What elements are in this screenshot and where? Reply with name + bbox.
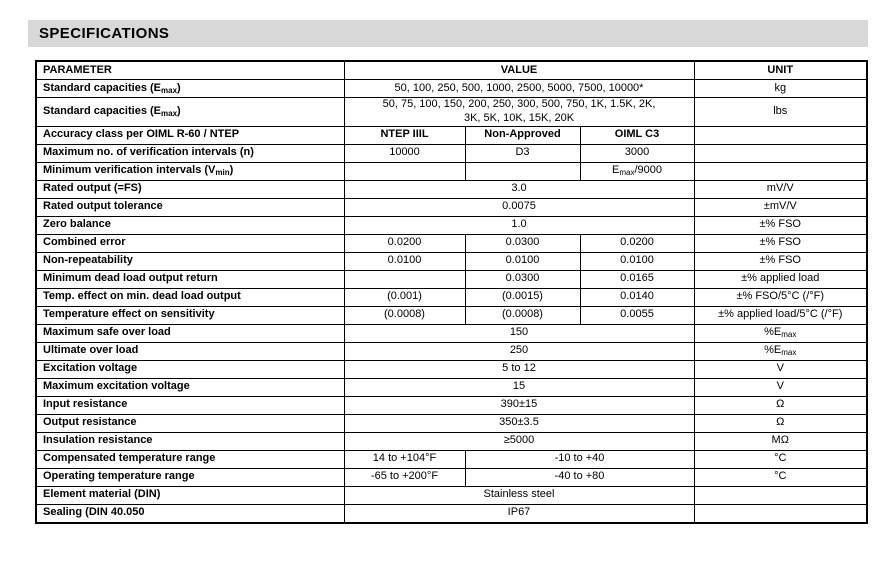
parameter-cell: Ultimate over load bbox=[36, 342, 344, 360]
table-row bbox=[36, 504, 867, 523]
cell-text: %E bbox=[764, 326, 782, 338]
table-row bbox=[36, 198, 867, 216]
subscript-text: max bbox=[781, 348, 797, 357]
section-header-bar bbox=[28, 20, 868, 47]
value-cell: NTEP IIIL bbox=[344, 126, 465, 144]
table-row bbox=[36, 432, 867, 450]
value-cell: 150 bbox=[344, 324, 694, 342]
value-cell: 14 to +104°F bbox=[344, 450, 465, 468]
value-cell: (0.0015) bbox=[465, 288, 580, 306]
subscript-text: max bbox=[161, 85, 178, 95]
parameter-cell: Accuracy class per OIML R-60 / NTEP bbox=[36, 126, 344, 144]
cell-text: E bbox=[612, 164, 620, 176]
cell-text: 50, 75, 100, 150, 200, 250, 300, 500, 750, 1K, 1.5K, 2K, bbox=[382, 98, 656, 110]
table-row bbox=[36, 396, 867, 414]
value-cell: 0.0055 bbox=[580, 306, 694, 324]
value-cell: 0.0165 bbox=[580, 270, 694, 288]
parameter-cell: Insulation resistance bbox=[36, 432, 344, 450]
parameter-cell: Sealing (DIN 40.050 bbox=[36, 504, 344, 523]
value-cell bbox=[344, 98, 694, 127]
value-cell: 350±3.5 bbox=[344, 414, 694, 432]
unit-cell: ±% applied load bbox=[694, 270, 867, 288]
value-cell: (0.0008) bbox=[465, 306, 580, 324]
value-cell: 0.0200 bbox=[344, 234, 465, 252]
parameter-cell: Rated output tolerance bbox=[36, 198, 344, 216]
value-cell: 250 bbox=[344, 342, 694, 360]
cell-text: ) bbox=[177, 81, 181, 94]
table-row bbox=[36, 414, 867, 432]
value-cell: -10 to +40 bbox=[465, 450, 694, 468]
cell-text: ) bbox=[177, 104, 181, 117]
unit-cell: lbs bbox=[694, 98, 867, 127]
parameter-cell: Compensated temperature range bbox=[36, 450, 344, 468]
value-cell: 0.0100 bbox=[465, 252, 580, 270]
table-row bbox=[36, 180, 867, 198]
column-header-cell: UNIT bbox=[694, 61, 867, 80]
unit-cell bbox=[694, 162, 867, 180]
table-row bbox=[36, 80, 867, 98]
value-cell bbox=[344, 162, 465, 180]
spec-table bbox=[35, 60, 868, 524]
table-row bbox=[36, 252, 867, 270]
table-row bbox=[36, 234, 867, 252]
value-cell: 15 bbox=[344, 378, 694, 396]
value-cell: 0.0300 bbox=[465, 234, 580, 252]
unit-cell: °C bbox=[694, 468, 867, 486]
value-cell: -40 to +80 bbox=[465, 468, 694, 486]
table-row bbox=[36, 486, 867, 504]
column-header-cell: PARAMETER bbox=[36, 61, 344, 80]
unit-cell bbox=[694, 126, 867, 144]
parameter-cell: Temp. effect on min. dead load output bbox=[36, 288, 344, 306]
table-row bbox=[36, 270, 867, 288]
value-cell: 50, 100, 250, 500, 1000, 2500, 5000, 7500, 10000* bbox=[344, 80, 694, 98]
value-cell: 10000 bbox=[344, 144, 465, 162]
parameter-cell: Maximum safe over load bbox=[36, 324, 344, 342]
value-cell: (0.0008) bbox=[344, 306, 465, 324]
cell-text: Minimum verification intervals (V bbox=[43, 164, 216, 176]
unit-cell: kg bbox=[694, 80, 867, 98]
value-cell bbox=[465, 162, 580, 180]
cell-text: 3K, 5K, 10K, 15K, 20K bbox=[463, 111, 575, 124]
parameter-cell: Maximum no. of verification intervals (n) bbox=[36, 144, 344, 162]
unit-cell: Ω bbox=[694, 396, 867, 414]
value-cell: 1.0 bbox=[344, 216, 694, 234]
value-cell: Non-Approved bbox=[465, 126, 580, 144]
value-cell: 390±15 bbox=[344, 396, 694, 414]
table-row bbox=[36, 306, 867, 324]
value-cell: D3 bbox=[465, 144, 580, 162]
parameter-cell: Rated output (=FS) bbox=[36, 180, 344, 198]
value-cell bbox=[580, 162, 694, 180]
value-cell: 0.0200 bbox=[580, 234, 694, 252]
value-cell: 0.0100 bbox=[344, 252, 465, 270]
unit-cell: V bbox=[694, 360, 867, 378]
unit-cell: Ω bbox=[694, 414, 867, 432]
unit-cell: MΩ bbox=[694, 432, 867, 450]
value-cell: IP67 bbox=[344, 504, 694, 523]
table-row bbox=[36, 216, 867, 234]
cell-text: Standard capacities (E bbox=[43, 104, 161, 117]
table-row bbox=[36, 288, 867, 306]
value-cell: ≥5000 bbox=[344, 432, 694, 450]
table-row bbox=[36, 126, 867, 144]
table-row bbox=[36, 360, 867, 378]
unit-cell: ±mV/V bbox=[694, 198, 867, 216]
cell-text: /9000 bbox=[634, 164, 662, 176]
parameter-cell: Maximum excitation voltage bbox=[36, 378, 344, 396]
value-cell: 0.0140 bbox=[580, 288, 694, 306]
parameter-cell: Temperature effect on sensitivity bbox=[36, 306, 344, 324]
value-cell: 0.0300 bbox=[465, 270, 580, 288]
parameter-cell: Minimum dead load output return bbox=[36, 270, 344, 288]
value-cell: (0.001) bbox=[344, 288, 465, 306]
subscript-text: max bbox=[781, 330, 797, 339]
subscript-text: max bbox=[619, 168, 635, 177]
table-header-row bbox=[36, 61, 867, 80]
table-row bbox=[36, 342, 867, 360]
subscript-text: max bbox=[161, 108, 178, 118]
parameter-cell bbox=[36, 162, 344, 180]
column-header-cell: VALUE bbox=[344, 61, 694, 80]
cell-text: Standard capacities (E bbox=[43, 81, 161, 94]
unit-cell bbox=[694, 324, 867, 342]
unit-cell bbox=[694, 144, 867, 162]
value-cell: Stainless steel bbox=[344, 486, 694, 504]
table-row bbox=[36, 468, 867, 486]
value-cell: 3000 bbox=[580, 144, 694, 162]
unit-cell: ±% FSO bbox=[694, 234, 867, 252]
unit-cell bbox=[694, 486, 867, 504]
parameter-cell: Output resistance bbox=[36, 414, 344, 432]
parameter-cell: Zero balance bbox=[36, 216, 344, 234]
parameter-cell: Non-repeatability bbox=[36, 252, 344, 270]
spec-table-body bbox=[36, 61, 867, 523]
value-cell: 5 to 12 bbox=[344, 360, 694, 378]
unit-cell: ±% applied load/5°C (/°F) bbox=[694, 306, 867, 324]
parameter-cell bbox=[36, 80, 344, 98]
value-cell bbox=[344, 270, 465, 288]
cell-text: ) bbox=[229, 164, 234, 176]
cell-text: %E bbox=[764, 344, 782, 356]
table-row bbox=[36, 162, 867, 180]
table-row bbox=[36, 324, 867, 342]
table-row bbox=[36, 98, 867, 127]
unit-cell bbox=[694, 342, 867, 360]
unit-cell: ±% FSO bbox=[694, 252, 867, 270]
value-cell: OIML C3 bbox=[580, 126, 694, 144]
table-row bbox=[36, 144, 867, 162]
value-cell: 3.0 bbox=[344, 180, 694, 198]
parameter-cell bbox=[36, 98, 344, 127]
value-cell: 0.0075 bbox=[344, 198, 694, 216]
parameter-cell: Input resistance bbox=[36, 396, 344, 414]
unit-cell: ±% FSO bbox=[694, 216, 867, 234]
unit-cell: V bbox=[694, 378, 867, 396]
unit-cell: mV/V bbox=[694, 180, 867, 198]
table-row bbox=[36, 450, 867, 468]
parameter-cell: Excitation voltage bbox=[36, 360, 344, 378]
parameter-cell: Operating temperature range bbox=[36, 468, 344, 486]
unit-cell: °C bbox=[694, 450, 867, 468]
parameter-cell: Element material (DIN) bbox=[36, 486, 344, 504]
unit-cell: ±% FSO/5°C (/°F) bbox=[694, 288, 867, 306]
unit-cell bbox=[694, 504, 867, 523]
value-cell: -65 to +200°F bbox=[344, 468, 465, 486]
parameter-cell: Combined error bbox=[36, 234, 344, 252]
subscript-text: min bbox=[215, 168, 230, 177]
section-title: SPECIFICATIONS bbox=[39, 25, 170, 42]
value-cell: 0.0100 bbox=[580, 252, 694, 270]
table-row bbox=[36, 378, 867, 396]
